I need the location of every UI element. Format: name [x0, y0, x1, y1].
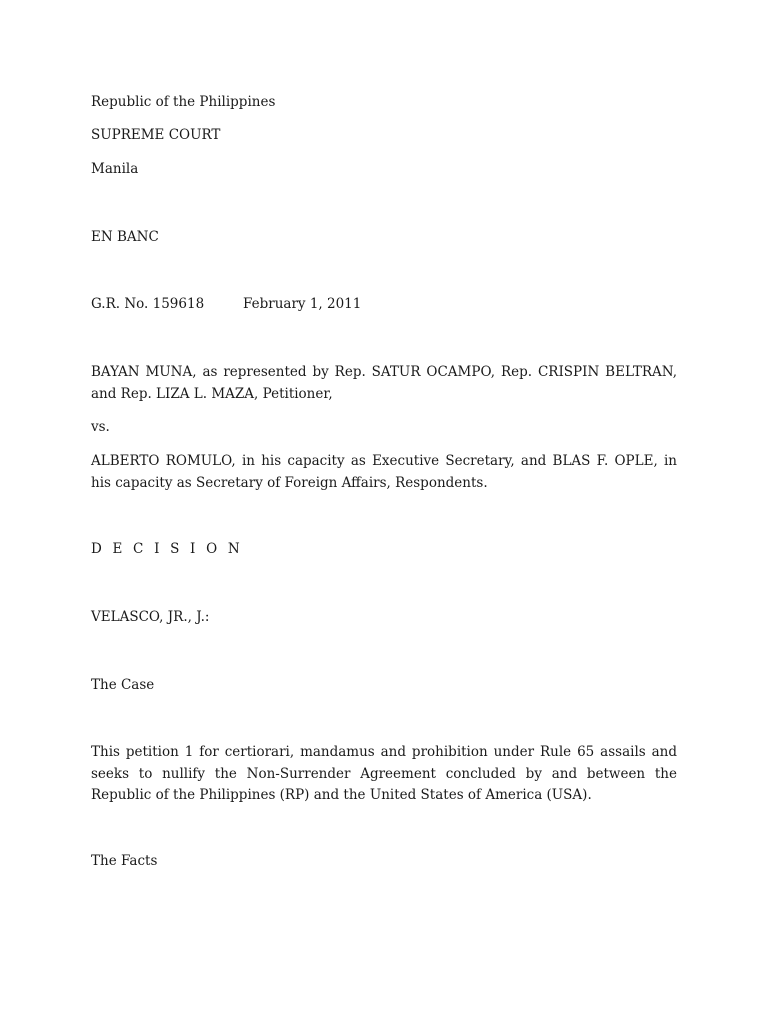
versus-label: vs. [91, 419, 110, 435]
section-heading-facts: The Facts [91, 853, 158, 869]
header-court: SUPREME COURT [91, 127, 221, 143]
header-city: Manila [91, 161, 139, 177]
case-body-paragraph: This petition 1 for certiorari, mandamus and prohibition under Rule 65 assails and seeks to nullify the Non-Surrender Agreement concluded by and between the Republic of the Philippines (RP) and the United States of America (USA). [91, 744, 677, 803]
decision-heading: D E C I S I O N [91, 541, 243, 557]
respondents-paragraph: ALBERTO ROMULO, in his capacity as Executive Secretary, and BLAS F. OPLE, in his capacity as Secretary of Foreign Affairs, Respondents. [91, 453, 677, 491]
ponente-label: VELASCO, JR., J.: [91, 609, 210, 625]
case-number: G.R. No. 159618 [91, 296, 205, 312]
header-country: Republic of the Philippines [91, 94, 276, 110]
case-date: February 1, 2011 [243, 296, 362, 312]
section-heading-case: The Case [91, 677, 155, 693]
division-label: EN BANC [91, 229, 159, 245]
petitioner-paragraph: BAYAN MUNA, as represented by Rep. SATUR OCAMPO, Rep. CRISPIN BELTRAN, and Rep. LIZA L. MAZA, Petitioner, [91, 364, 677, 402]
